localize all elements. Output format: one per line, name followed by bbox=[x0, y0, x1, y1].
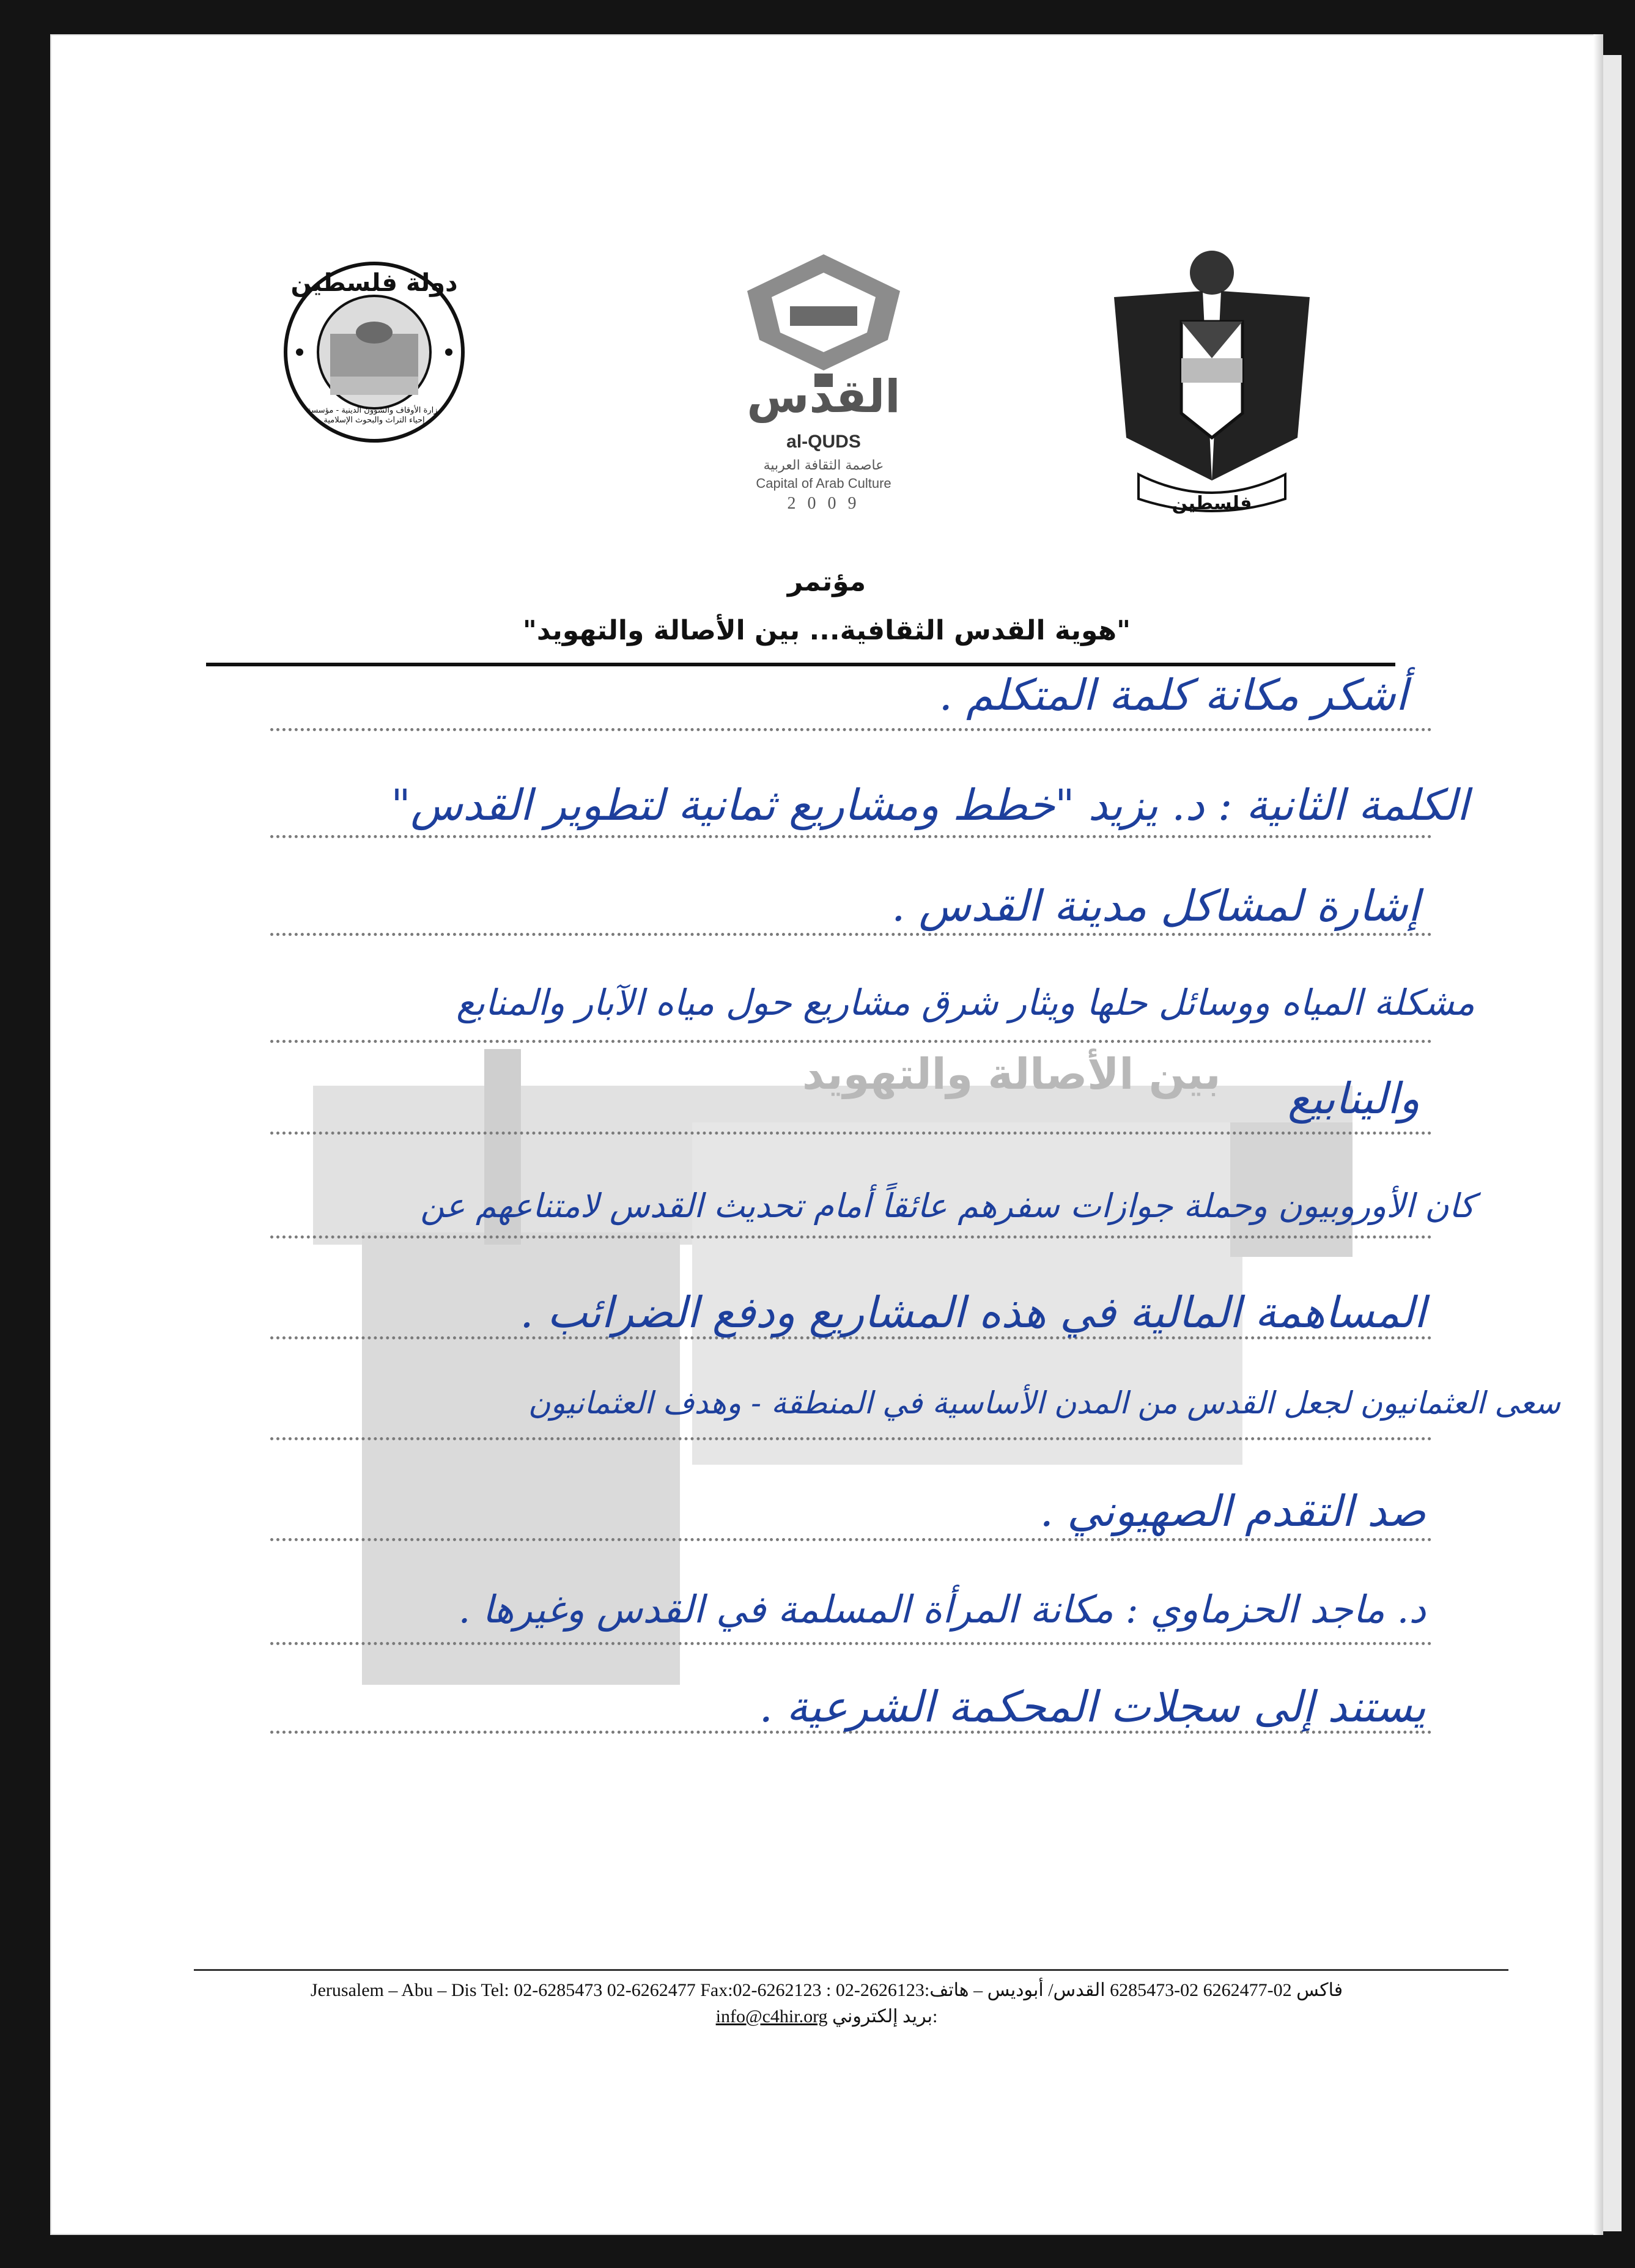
note-line: د. ماجد الحزماوي : مكانة المرأة المسلمة في القدس وغيرها . bbox=[458, 1587, 1426, 1632]
logo-year: 2 0 0 9 bbox=[787, 494, 860, 513]
logo-caption-ar: عاصمة الثقافة العربية bbox=[763, 458, 884, 473]
note-line: كان الأوروبيون وحملة جوازات سفرهم عائقاً أمام تحديث القدس لامتناعهم عن bbox=[420, 1187, 1475, 1225]
seal-top-text: دولة فلسطين bbox=[290, 269, 458, 297]
logo-name-ar: القدس bbox=[747, 370, 901, 423]
note-line: سعى العثمانيون لجعل القدس من المدن الأساسية في المنطقة - وهدف العثمانيون bbox=[528, 1385, 1560, 1421]
emblem-caption: فلسطين bbox=[1172, 493, 1252, 514]
email-label: بريد إلكتروني: bbox=[832, 2006, 938, 2027]
note-line: الكلمة الثانية : د. يزيد "خطط ومشاريع ثمانية لتطوير القدس" bbox=[391, 780, 1469, 830]
note-line: صد التقدم الصهيوني . bbox=[1039, 1486, 1426, 1536]
note-line: يستند إلى سجلات المحكمة الشرعية . bbox=[759, 1682, 1426, 1732]
ruled-line bbox=[270, 728, 1432, 731]
note-line: مشكلة المياه ووسائل حلها ويثار شرق مشاريع حول مياه الآبار والمنابع bbox=[456, 982, 1475, 1023]
ruled-line bbox=[270, 835, 1432, 838]
ruled-line bbox=[270, 1040, 1432, 1043]
ruled-line bbox=[270, 1642, 1432, 1645]
note-line: والينابيع bbox=[1287, 1073, 1420, 1124]
watermark-tagline: بين الأصالة والتهويد bbox=[802, 1049, 1221, 1099]
ministry-seal-logo bbox=[282, 260, 466, 444]
scan-border-right bbox=[1603, 55, 1622, 2231]
ruled-line bbox=[270, 1132, 1432, 1135]
logo-caption-en: Capital of Arab Culture bbox=[756, 476, 891, 491]
ruled-line bbox=[270, 933, 1432, 936]
ruled-line bbox=[270, 1538, 1432, 1541]
ruled-line bbox=[270, 1437, 1432, 1440]
page-edge-shadow bbox=[1593, 34, 1603, 2235]
note-line: المساهمة المالية في هذه المشاريع ودفع الضرائب . bbox=[520, 1287, 1426, 1338]
footer-contact-line: Jerusalem – Abu – Dis Tel: 02-6285473 02-6262477 Fax:02-6262123 : 02-2626123:فاكس 02-6262477 02-6285473 القدس/ أبوديس – هاتف bbox=[310, 1980, 1343, 2000]
note-line: أشكر مكانة كلمة المتكلم . bbox=[939, 670, 1408, 720]
conference-label: مؤتمر bbox=[787, 566, 866, 597]
palestine-eagle-emblem bbox=[1102, 236, 1322, 523]
document-page bbox=[50, 34, 1603, 2235]
email-link[interactable]: info@c4hir.org bbox=[715, 2006, 828, 2027]
logo-name-en: al-QUDS bbox=[786, 432, 861, 452]
ruled-line bbox=[270, 1235, 1432, 1239]
footer-divider bbox=[194, 1969, 1508, 1971]
seal-bottom-text: وزارة الأوقاف والشؤون الدينية - مؤسسة إحياء التراث والبحوث الإسلامية bbox=[307, 406, 441, 425]
conference-title: "هوية القدس الثقافية... بين الأصالة والتهويد" bbox=[522, 615, 1131, 646]
footer-email-row bbox=[50, 2006, 1603, 2027]
note-line: إشارة لمشاكل مدينة القدس . bbox=[891, 881, 1420, 931]
al-quds-culture-logo bbox=[723, 248, 925, 517]
header-divider bbox=[206, 663, 1395, 666]
